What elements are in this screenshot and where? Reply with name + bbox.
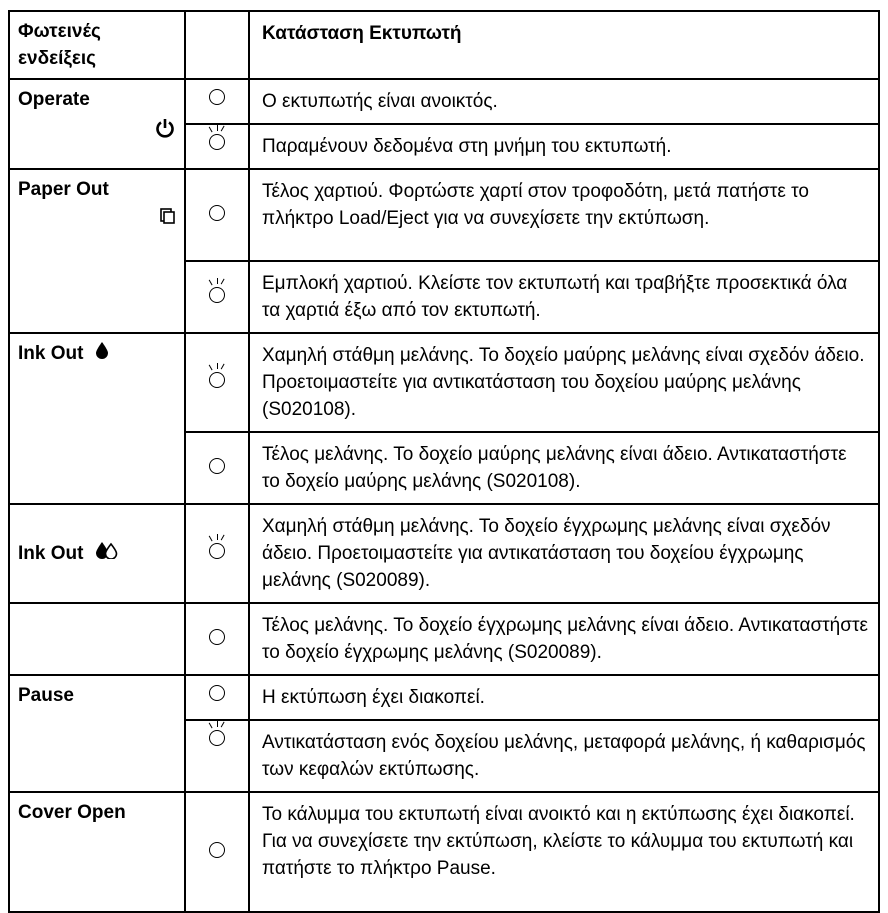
indicator-label: Pause <box>18 685 74 706</box>
status-text: Εμπλοκή χαρτιού. Κλείστε τον εκτυπωτή και τραβήξτε προσεκτικά όλα τα χαρτιά έξω από τον εκτυπωτή. <box>249 261 879 333</box>
led-flashing-icon <box>185 333 249 432</box>
led-on-icon <box>185 675 249 720</box>
table-row <box>9 79 879 124</box>
table-row <box>9 169 879 261</box>
table-row <box>9 504 879 603</box>
black-ink-drop-icon <box>95 342 109 364</box>
led-flashing-icon <box>185 504 249 603</box>
header-indicators <box>9 11 185 79</box>
led-on-icon <box>185 169 249 261</box>
indicator-label: Operate <box>18 89 90 110</box>
indicator-operate <box>9 79 185 169</box>
status-text: Ο εκτυπωτής είναι ανοικτός. <box>249 79 879 124</box>
table-row <box>9 792 879 912</box>
status-text: Τέλος χαρτιού. Φορτώστε χαρτί στον τροφοδότη, μετά πατήστε το πλήκτρο Load/Eject για να συνεχίσετε την εκτύπωση. <box>249 169 879 261</box>
header-printer-status: Κατάσταση Εκτυπωτή <box>249 11 879 79</box>
led-flashing-icon <box>185 261 249 333</box>
status-text: Τέλος μελάνης. Το δοχείο έγχρωμης μελάνης είναι άδειο. Αντικαταστήστε το δοχείο έγχρωμης μελάνης (S020089). <box>249 603 879 675</box>
status-text: Το κάλυμμα του εκτυπωτή είναι ανοικτό και η εκτύπωσης έχει διακοπεί. Για να συνεχίσετε την εκτύπωση, κλείστε το κάλυμμα του εκτυπωτή και πατήστε το πλήκτρο Pause. <box>249 792 879 912</box>
indicator-label: Ink Out <box>18 543 84 564</box>
header-led-column <box>185 11 249 79</box>
table-row <box>9 675 879 720</box>
color-ink-drops-icon <box>95 542 119 564</box>
led-on-icon <box>185 79 249 124</box>
indicator-label: Ink Out <box>18 343 84 364</box>
table-row <box>9 333 879 432</box>
indicator-ink-out-black <box>9 333 185 504</box>
status-text: Χαμηλή στάθμη μελάνης. Το δοχείο μαύρης μελάνης είναι σχεδόν άδειο. Προετοιμαστείτε για αντικατάσταση του δοχείου μαύρης μελάνης (S020108). <box>249 333 879 432</box>
status-text: Τέλος μελάνης. Το δοχείο μαύρης μελάνης είναι άδειο. Αντικαταστήστε το δοχείο μαύρης μελάνης (S020108). <box>249 432 879 504</box>
led-flashing-icon <box>185 124 249 169</box>
led-on-icon <box>185 603 249 675</box>
status-text: Αντικατάσταση ενός δοχείου μελάνης, μεταφορά μελάνης, ή καθαρισμός των κεφαλών εκτύπωσης. <box>249 720 879 792</box>
table-header-row <box>9 11 879 79</box>
status-text: Παραμένουν δεδομένα στη μνήμη του εκτυπωτή. <box>249 124 879 169</box>
status-text: Χαμηλή στάθμη μελάνης. Το δοχείο έγχρωμης μελάνης είναι σχεδόν άδειο. Προετοιμαστείτε για αντικατάσταση του δοχείου έγχρωμης μελάνης (S020089). <box>249 504 879 603</box>
indicator-cover-open <box>9 792 185 912</box>
led-flashing-icon <box>185 720 249 792</box>
indicator-label: Paper Out <box>18 179 109 200</box>
header-indicators-line1: Φωτεινές <box>18 21 101 42</box>
indicator-paper-out <box>9 169 185 333</box>
indicator-label: Cover Open <box>18 802 126 823</box>
indicator-pause <box>9 675 185 792</box>
header-indicators-line2: ενδείξεις <box>18 48 97 69</box>
power-icon <box>18 117 176 145</box>
paper-icon <box>18 205 176 232</box>
led-on-icon <box>185 432 249 504</box>
table-row <box>9 603 879 675</box>
status-text: Η εκτύπωση έχει διακοπεί. <box>249 675 879 720</box>
indicator-empty <box>9 603 185 675</box>
led-status-table <box>8 10 880 913</box>
led-on-icon <box>185 792 249 912</box>
indicator-ink-out-color <box>9 504 185 603</box>
